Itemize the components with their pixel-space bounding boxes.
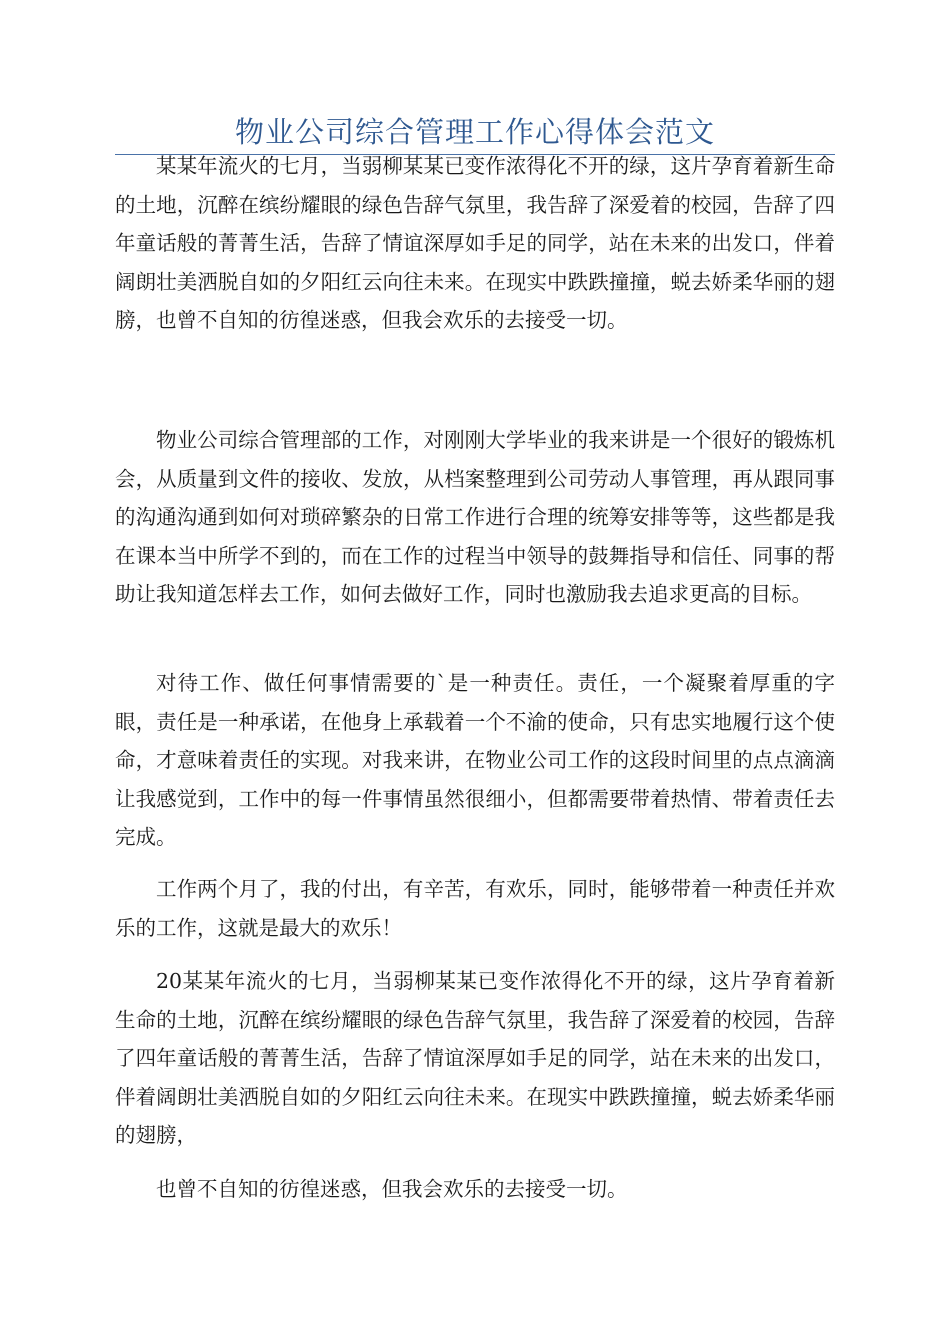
paragraph-2: 物业公司综合管理部的工作，对刚刚大学毕业的我来讲是一个很好的锻炼机会，从质量到文件的接收、发放，从档案整理到公司劳动人事管理，再从跟同事的沟通沟通到如何对琐碎繁杂的日常工作进行合理的统筹安排等等，这些都是我在课本当中所学不到的，而在工作的过程当中领导的鼓舞指导和信任、同事的帮助让我知道怎样去工作，如何去做好工作，同时也激励我去追求更高的目标。 xyxy=(115,428,835,606)
paragraph-5: 20某某年流火的七月，当弱柳某某已变作浓得化不开的绿，这片孕育着新生命的土地，沉醉在缤纷耀眼的绿色告辞气氛里，我告辞了深爱着的校园，告辞了四年童话般的菁菁生活，告辞了情谊深厚如手足的同学，站在未来的出发口，伴着阔朗壮美洒脱自如的夕阳红云向往未来。在现实中跌跌撞撞，蜕去娇柔华丽的翅膀， xyxy=(115,969,835,1147)
paragraph-6: 也曾不自知的彷徨迷惑，但我会欢乐的去接受一切。 xyxy=(156,1177,628,1201)
paragraph-3: 对待工作、做任何事情需要的`是一种责任。责任，一个凝聚着厚重的字眼，责任是一种承诺，在他身上承载着一个不渝的使命，只有忠实地履行这个使命，才意味着责任的实现。对我来讲，在物业公司工作的这段时间里的点点滴滴让我感觉到，工作中的每一件事情虽然很细小，但都需要带着热情、带着责任去完成。 xyxy=(115,671,835,849)
paragraph-1: 某某年流火的七月，当弱柳某某已变作浓得化不开的绿，这片孕育着新生命的土地，沉醉在缤纷耀眼的绿色告辞气氛里，我告辞了深爱着的校园，告辞了四年童话般的菁菁生活，告辞了情谊深厚如手足的同学，站在未来的出发口，伴着阔朗壮美洒脱自如的夕阳红云向往未来。在现实中跌跌撞撞，蜕去娇柔华丽的翅膀，也曾不自知的彷徨迷惑，但我会欢乐的去接受一切。 xyxy=(115,154,835,332)
paragraph-4: 工作两个月了，我的付出，有辛苦，有欢乐，同时，能够带着一种责任并欢乐的工作，这就是最大的欢乐！ xyxy=(115,877,835,940)
document-title: 物业公司综合管理工作心得体会范文 xyxy=(234,115,715,149)
